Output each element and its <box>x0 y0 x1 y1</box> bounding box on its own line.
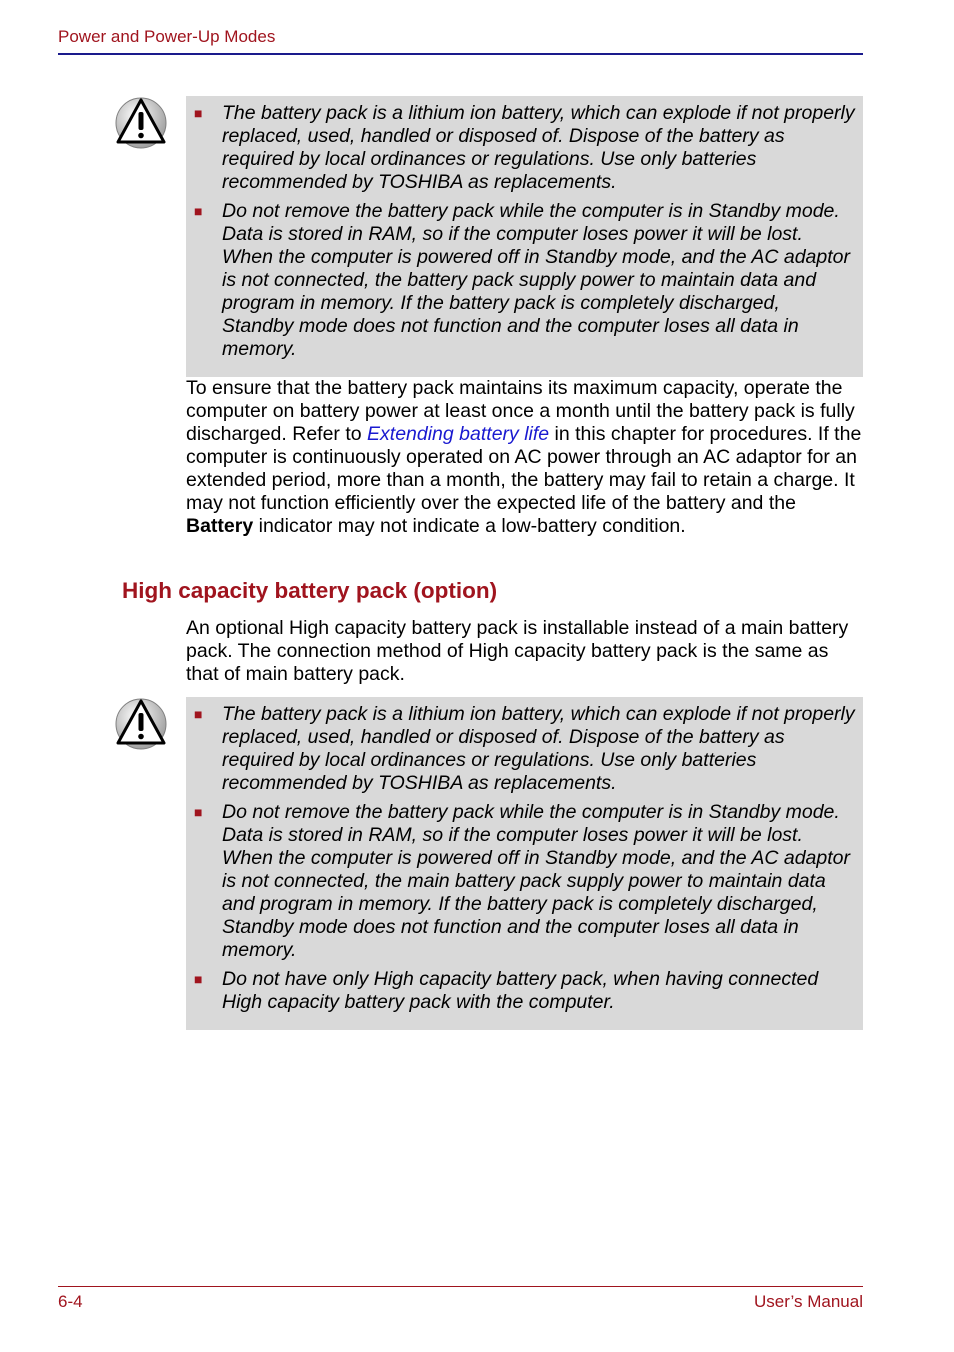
caution-item <box>190 200 855 361</box>
caution-box <box>186 697 863 1030</box>
section-heading: High capacity battery pack (option) <box>122 578 498 603</box>
header-title: Power and Power-Up Modes <box>58 27 276 46</box>
caution-box <box>186 96 863 377</box>
caution-triangle-icon <box>114 697 168 751</box>
header-rule <box>58 53 863 55</box>
para-text: To ensure that the battery pack maintains its maximum capacity, operate the computer on battery power at least once a month until the battery pack is fully discharged. Refer to <box>186 377 855 445</box>
square-bullet-icon: ■ <box>194 203 203 219</box>
page-number: 6-4 <box>58 1292 83 1311</box>
caution-item <box>190 703 855 795</box>
caution-item <box>190 968 855 1014</box>
caution-item-text: Do not have only High capacity battery pack, when having connected High capacity battery pack with the computer. <box>222 968 819 1013</box>
extending-battery-life-link[interactable]: Extending battery life <box>367 423 550 445</box>
footer-rule <box>58 1286 863 1287</box>
caution-item-text: Do not remove the battery pack while the computer is in Standby mode. Data is stored in RAM, so if the computer loses power it will be lost. When the computer is powered off in Standby mode, and the AC adaptor is not connected, the battery pack supply power to maintain data and program in memory. If the battery pack is completely discharged, Standby mode does not function and the computer loses all data in memory. <box>222 200 850 360</box>
manual-title: User’s Manual <box>754 1292 863 1311</box>
caution-item-text: The battery pack is a lithium ion battery, which can explode if not properly replaced, used, handled or disposed of. Dispose of the battery as required by local ordinances or regulations. Use only batteries recommended by TOSHIBA as replacements. <box>222 102 855 193</box>
body-paragraph <box>186 377 866 538</box>
caution-triangle-icon <box>114 96 168 150</box>
para-text: in this chapter for procedures. If the computer is continuously operated on AC power through an AC adaptor for an extended period, more than a month, the battery may fail to retain a charge. It may not function efficiently over the expected life of the battery and the <box>186 423 862 514</box>
caution-item <box>190 102 855 194</box>
square-bullet-icon: ■ <box>194 971 203 987</box>
battery-indicator-label: Battery <box>186 515 254 537</box>
caution-item-text: Do not remove the battery pack while the computer is in Standby mode. Data is stored in RAM, so if the computer loses power it will be lost. When the computer is powered off in Standby mode, and the AC adaptor is not connected, the main battery pack supply power to maintain data and program in memory. If the battery pack is completely discharged, Standby mode does not function and the computer loses all data in memory. <box>222 801 850 961</box>
section-body: An optional High capacity battery pack is installable instead of a main battery pack. The connection method of High capacity battery pack is the same as that of main battery pack. <box>186 617 849 685</box>
square-bullet-icon: ■ <box>194 804 203 820</box>
square-bullet-icon: ■ <box>194 706 203 722</box>
square-bullet-icon: ■ <box>194 105 203 121</box>
para-text: indicator may not indicate a low-battery condition. <box>253 515 686 537</box>
caution-item-text: The battery pack is a lithium ion battery, which can explode if not properly replaced, used, handled or disposed of. Dispose of the battery as required by local ordinances or regulations. Use only batteries recommended by TOSHIBA as replacements. <box>222 703 855 794</box>
caution-item <box>190 801 855 962</box>
